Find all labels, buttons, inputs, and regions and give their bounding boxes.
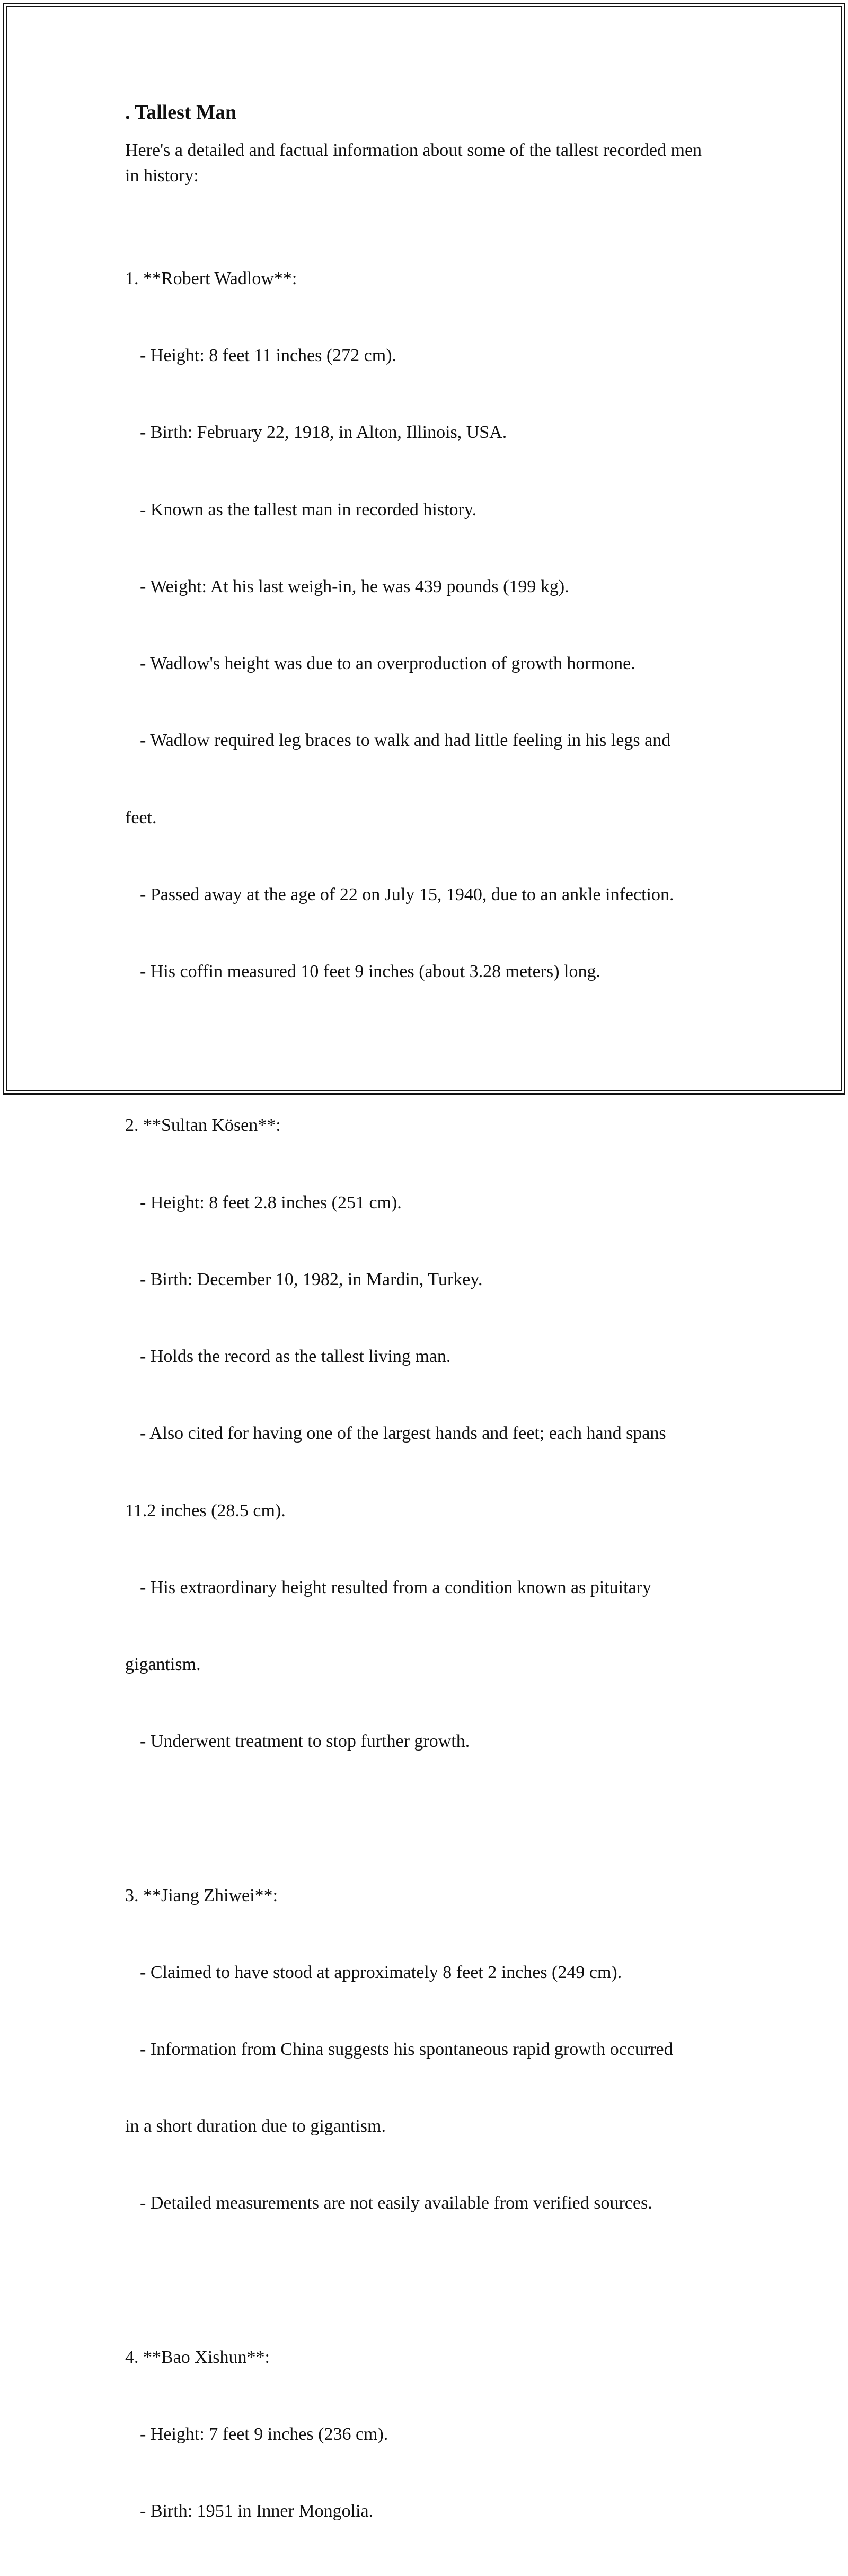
entry-robert-wadlow bbox=[125, 215, 729, 1036]
entry-line: - Also cited for having one of the largest hands and feet; each hand spans bbox=[140, 1423, 666, 1444]
document-title: . Tallest Man bbox=[125, 101, 237, 124]
entry-line-continuation: gigantism. bbox=[125, 1654, 201, 1674]
document-body bbox=[125, 99, 729, 2576]
intro-paragraph: Here's a detailed and factual information about some of the tallest recorded men in history: bbox=[125, 140, 706, 186]
entry-line: - His coffin measured 10 feet 9 inches (about 3.28 meters) long. bbox=[140, 961, 600, 981]
entry-line: - Birth: December 10, 1982, in Mardin, Turkey. bbox=[140, 1269, 483, 1289]
entry-line: - His extraordinary height resulted from a condition known as pituitary bbox=[140, 1577, 651, 1597]
entry-line: - Height: 8 feet 2.8 inches (251 cm). bbox=[140, 1192, 402, 1212]
entry-line-continuation: in a short duration due to gigantism. bbox=[125, 2116, 386, 2137]
entry-line: - Height: 8 feet 11 inches (272 cm). bbox=[140, 346, 397, 366]
entry-line: - Known as the tallest man in recorded history. bbox=[140, 499, 477, 520]
entry-sultan-kosen bbox=[125, 1062, 729, 1806]
entry-line: - Wadlow required leg braces to walk and had little feeling in his legs and bbox=[140, 731, 671, 751]
paragraph-gap bbox=[125, 189, 729, 215]
entry-line: - Birth: 1951 in Inner Mongolia. bbox=[140, 2501, 374, 2521]
entry-line: - Birth: February 22, 1918, in Alton, Illinois, USA. bbox=[140, 423, 507, 443]
entry-heading: 1. **Robert Wadlow**: bbox=[125, 269, 297, 289]
entry-line: - Passed away at the age of 22 on July 15, 1940, due to an ankle infection. bbox=[140, 884, 674, 904]
entry-line: - Underwent treatment to stop further growth. bbox=[140, 1731, 470, 1752]
entry-heading: 4. **Bao Xishun**: bbox=[125, 2347, 270, 2367]
entry-line: - Information from China suggests his spontaneous rapid growth occurred bbox=[140, 2039, 673, 2060]
entry-line: - Height: 7 feet 9 inches (236 cm). bbox=[140, 2424, 388, 2445]
entry-heading: 3. **Jiang Zhiwei**: bbox=[125, 1885, 278, 1905]
entry-line-continuation: 11.2 inches (28.5 cm). bbox=[125, 1500, 286, 1520]
entry-line: - Weight: At his last weigh-in, he was 439 pounds (199 kg). bbox=[140, 576, 569, 596]
paragraph-gap bbox=[125, 2268, 729, 2293]
entry-heading: 2. **Sultan Kösen**: bbox=[125, 1115, 281, 1136]
entry-line-continuation: feet. bbox=[125, 807, 157, 828]
entry-bao-xishun bbox=[125, 2293, 729, 2575]
paragraph-gap bbox=[125, 1036, 729, 1061]
entry-jiang-zhiwei bbox=[125, 1832, 729, 2268]
entry-line: - Holds the record as the tallest living man. bbox=[140, 1347, 451, 1367]
entry-line: - Wadlow's height was due to an overproduction of growth hormone. bbox=[140, 654, 635, 674]
entry-line: - Detailed measurements are not easily available from verified sources. bbox=[140, 2193, 652, 2213]
paragraph-gap bbox=[125, 1806, 729, 1831]
entry-line: - Claimed to have stood at approximately 8 feet 2 inches (249 cm). bbox=[140, 1962, 622, 1982]
